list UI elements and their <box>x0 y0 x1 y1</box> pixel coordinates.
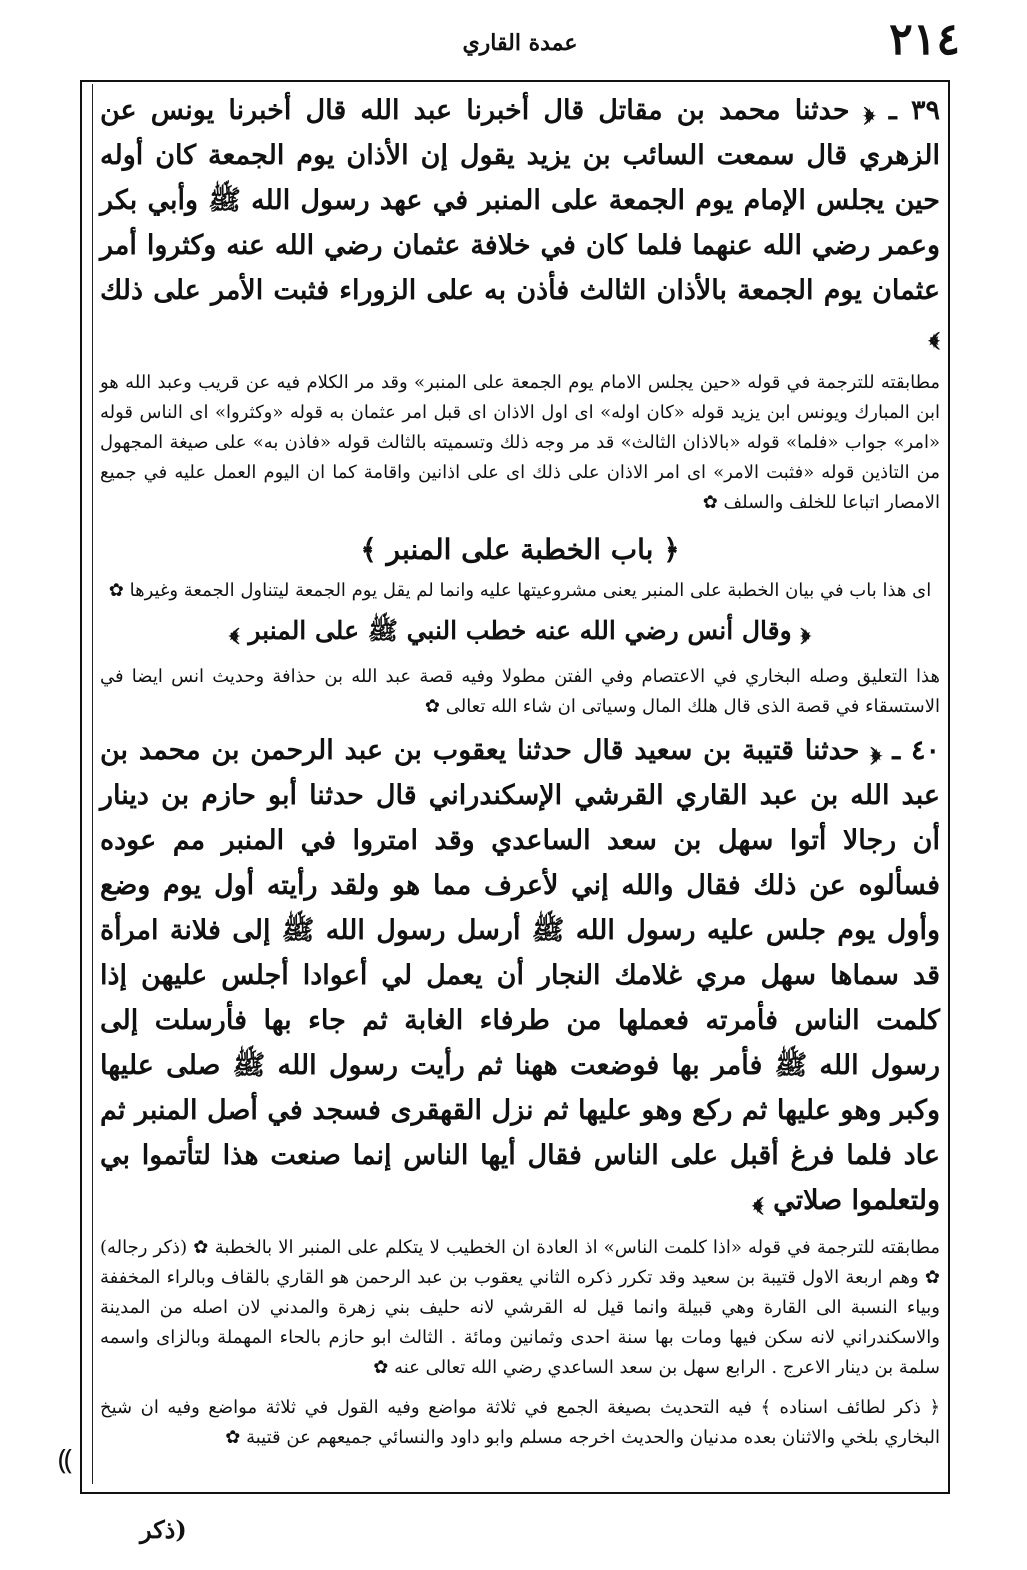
hadith-40: ٤٠ ـ ﴿ حدثنا قتيبة بن سعيد قال حدثنا يعقوب بن عبد الرحمن بن محمد بن عبد الله بن عبد القاري القرشي الإسكندراني قال حدثنا أبو حازم بن دينار أن رجالا أتوا سهل بن سعد الساعدي وقد امتروا في المنبر مم عوده فسألوه عن ذلك فقال والله إني لأعرف مما هو ولقد رأيته أول يوم وضع وأول يوم جلس عليه رسول الله ﷺ أرسل رسول الله ﷺ إلى فلانة امرأة قد سماها سهل مري غلامك النجار أن يعمل لي أعوادا أجلس عليهن إذا كلمت الناس فأمرته فعملها من طرفاء الغابة ثم جاء بها فأرسلت إلى رسول الله ﷺ فأمر بها فوضعت ههنا ثم رأيت رسول الله ﷺ صلى عليها وكبر وهو عليها ثم ركع وهو عليها ثم نزل القهقرى فسجد في أصل المنبر ثم عاد فلما فرغ أقبل على الناس فقال أيها الناس إنما صنعت هذا لتأتموا بي ولتعلموا صلاتي ﴾ <box>100 735 940 1216</box>
running-title: عمدة القاري <box>462 30 578 56</box>
page-number: ٢١٤ <box>889 14 960 65</box>
page-header <box>80 14 960 72</box>
catchword: (ذكر <box>140 1515 187 1544</box>
commentary-39: مطابقته للترجمة في قوله «حين يجلس الامام يوم الجمعة على المنبر» وقد مر الكلام فيه عن قريب وعبد الله هو ابن المبارك ويونس ابن يزيد قوله «كان اوله» اى اول الاذان اى قبل امر عثمان به قوله «وكثروا» اى الناس قوله «امر» جواب «فلما» قوله «بالاذان الثالث» قد مر وجه ذلك وتسميته بالثالث قوله «فاذن به» على صيغة المجهول من التاذين قوله «فثبت الامر» اى امر الاذان على ذلك اى على اذانين واقامة كما ان اليوم العمل عليه في جميع الامصار اتباعا للخلف والسلف ✿ <box>100 372 940 513</box>
taliq-commentary: هذا التعليق وصله البخاري في الاعتصام وفي الفتن مطولا وفيه قصة عبد الله بن حذافة وحديث انس ايضا في الاستسقاء في قصة الذى قال هلك المال وسياتى ان شاء الله تعالى ✿ <box>100 666 940 717</box>
commentary-40-lataif: ﴿ ذكر لطائف اسناده ﴾ فيه التحديث بصيغة الجمع في ثلاثة مواضع وفيه القول في ثلاثة مواضع وفيه ان شيخ البخاري بلخي والاثنان بعده مدنيان والحديث اخرجه مسلم وابو داود والنسائي جميعهم عن قتيبة ✿ <box>100 1397 940 1448</box>
margin-bracket: ⸨ <box>58 1443 73 1476</box>
hadith-39: ٣٩ ـ ﴿ حدثنا محمد بن مقاتل قال أخبرنا عبد الله قال أخبرنا يونس عن الزهري قال سمعت السائب بن يزيد يقول إن الأذان يوم الجمعة كان أوله حين يجلس الإمام يوم الجمعة على المنبر في عهد رسول الله ﷺ وأبي بكر وعمر رضي الله عنهما فلما كان في خلافة عثمان رضي الله عنه وكثروا أمر عثمان يوم الجمعة بالأذان الثالث فأذن به على الزوراء فثبت الأمر على ذلك ﴾ <box>100 95 940 351</box>
page-content <box>100 88 940 1459</box>
taliq-text: ﴿ وقال أنس رضي الله عنه خطب النبي ﷺ على المنبر ﴾ <box>229 616 811 645</box>
chapter-subtitle: اى هذا باب في بيان الخطبة على المنبر يعنى مشروعيتها عليه وانما لم يقل يوم الجمعة ليتناول الجمعة وغيرها ✿ <box>108 580 932 601</box>
chapter-heading: ﴿ باب الخطبة على المنبر ﴾ <box>360 533 680 566</box>
commentary-40-rijal: مطابقته للترجمة في قوله «اذا كلمت الناس» اذ العادة ان الخطيب لا يتكلم على المنبر الا بالخطبة ✿ (ذكر رجاله) ✿ وهم اربعة الاول قتيبة بن سعيد وقد تكرر ذكره الثاني يعقوب بن عبد الرحمن هو القاري بالقاف وبالراء المخففة وبياء النسبة الى القارة وهي قبيلة وانما قيل له القرشي لانه حليف بني زهرة والمدني لان اصله من المدينة والاسكندراني لانه سكن فيها ومات بها سنة احدى وثمانين ومائة . الثالث ابو حازم بالحاء المهملة وبالزاى واسمه سلمة بن دينار الاعرج . الرابع سهل بن سعد الساعدي رضي الله تعالى عنه ✿ <box>100 1237 940 1378</box>
